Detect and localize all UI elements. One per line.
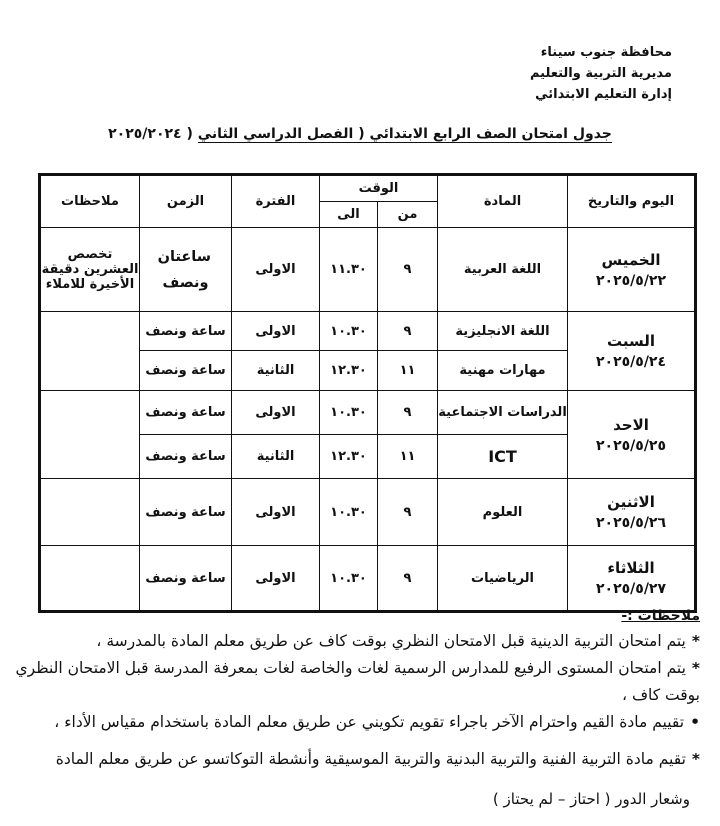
- asterisk-icon: *: [691, 659, 700, 677]
- from-cell: ١١: [378, 435, 438, 479]
- period-cell: الاولى: [232, 391, 320, 435]
- governorate-label: محافظة جنوب سيناء: [540, 45, 672, 60]
- to-cell: ١٢.٣٠: [320, 351, 378, 391]
- period-cell: الثانية: [232, 435, 320, 479]
- day-cell: السبت ٢٠٢٥/٥/٢٤: [568, 312, 696, 391]
- subject-cell: مهارات مهنية: [438, 351, 568, 391]
- period-cell: الاولى: [232, 312, 320, 351]
- from-cell: ٩: [378, 546, 438, 612]
- header-time: الوقت: [320, 175, 438, 202]
- asterisk-icon: *: [691, 632, 700, 650]
- header-notes: ملاحظات: [40, 175, 140, 228]
- from-cell: ٩: [378, 312, 438, 351]
- list-item: [8, 655, 700, 709]
- notes-section: [8, 608, 700, 773]
- asterisk-icon: *: [691, 750, 700, 768]
- title-year: ( ٢٠٢٥/٢٠٢٤: [108, 126, 193, 142]
- from-cell: ٩: [378, 391, 438, 435]
- day-cell: الخميس ٢٠٢٥/٥/٢٢: [568, 228, 696, 312]
- to-cell: ١١.٣٠: [320, 228, 378, 312]
- exam-schedule-table: [38, 173, 697, 613]
- notes-list: [8, 628, 700, 773]
- administration-label: إدارة التعليم الابتدائي: [535, 87, 672, 102]
- note-text: يتم امتحان المستوى الرفيع للمدارس الرسمية لغات والخاصة لغات بمعرفة المدرسة قبل الامتحان النظري بوقت كاف ،: [15, 659, 700, 704]
- to-cell: ١٢.٣٠: [320, 435, 378, 479]
- day-cell: الثلاثاء ٢٠٢٥/٥/٢٧: [568, 546, 696, 612]
- table-row: [40, 228, 696, 312]
- duration-cell: ساعة ونصف: [140, 391, 232, 435]
- period-cell: الاولى: [232, 228, 320, 312]
- header-duration: الزمن: [140, 175, 232, 228]
- subject-cell: اللغة العربية: [438, 228, 568, 312]
- duration-cell: ساعة ونصف: [140, 312, 232, 351]
- header-subject: المادة: [438, 175, 568, 228]
- note-cell: [40, 391, 140, 479]
- duration-cell: ساعة ونصف: [140, 546, 232, 612]
- header-period: الفترة: [232, 175, 320, 228]
- issuer-header: [530, 42, 672, 105]
- period-cell: الاولى: [232, 546, 320, 612]
- to-cell: ١٠.٣٠: [320, 312, 378, 351]
- note-text: تقييم مادة القيم واحترام الآخر باجراء تقويم تكويني عن طريق معلم المادة باستخدام مقياس الأداء ،: [54, 713, 685, 731]
- table-row: [40, 479, 696, 546]
- note-cell: [40, 479, 140, 546]
- table-row: [40, 391, 696, 435]
- subject-cell: الرياضيات: [438, 546, 568, 612]
- list-item: [8, 709, 700, 736]
- header-from: من: [378, 202, 438, 228]
- subject-cell: الدراسات الاجتماعية: [438, 391, 568, 435]
- duration-cell: ساعة ونصف: [140, 479, 232, 546]
- to-cell: ١٠.٣٠: [320, 546, 378, 612]
- note-text: يتم امتحان التربية الدينية قبل الامتحان النظري بوقت كاف عن طريق معلم المادة بالمدرسة ،: [96, 632, 686, 650]
- to-cell: ١٠.٣٠: [320, 479, 378, 546]
- list-item: [8, 628, 700, 655]
- to-cell: ١٠.٣٠: [320, 391, 378, 435]
- table-row: [40, 546, 696, 612]
- note-cell: [40, 312, 140, 391]
- table-row: [40, 312, 696, 351]
- period-cell: الثانية: [232, 351, 320, 391]
- directorate-label: مديرية التربية والتعليم: [529, 66, 672, 81]
- subject-cell: اللغة الانجليزية: [438, 312, 568, 351]
- period-cell: الاولى: [232, 479, 320, 546]
- subject-cell: ICT: [438, 435, 568, 479]
- day-cell: الاحد ٢٠٢٥/٥/٢٥: [568, 391, 696, 479]
- header-day-date: اليوم والتاريخ: [568, 175, 696, 228]
- note-cell: [40, 546, 140, 612]
- duration-cell: ساعة ونصف: [140, 435, 232, 479]
- list-item: [8, 746, 700, 773]
- notes-title: ملاحظات :-: [621, 608, 700, 624]
- day-cell: الاثنين ٢٠٢٥/٥/٢٦: [568, 479, 696, 546]
- bullet-icon: •: [690, 713, 700, 731]
- duration-cell: ساعة ونصف: [140, 351, 232, 391]
- subject-cell: العلوم: [438, 479, 568, 546]
- note-text: تقيم مادة التربية الفنية والتربية البدنية والتربية الموسيقية وأنشطة التوكاتسو عن طريق معلم المادة: [55, 750, 686, 768]
- from-cell: ٩: [378, 228, 438, 312]
- duration-cell: ساعتان ونصف: [140, 228, 232, 312]
- note-cell: تخصص العشرين دقيقة الأخيرة للاملاء: [40, 228, 140, 312]
- notes-last-line: وشعار الدور ( احتاز – لم يحتاز ): [492, 790, 690, 808]
- from-cell: ٩: [378, 479, 438, 546]
- header-to: الى: [320, 202, 378, 228]
- title-text: جدول امتحان الصف الرابع الابتدائي ( الفصل الدراسي الثاني: [197, 126, 612, 142]
- page-title: [0, 126, 720, 142]
- from-cell: ١١: [378, 351, 438, 391]
